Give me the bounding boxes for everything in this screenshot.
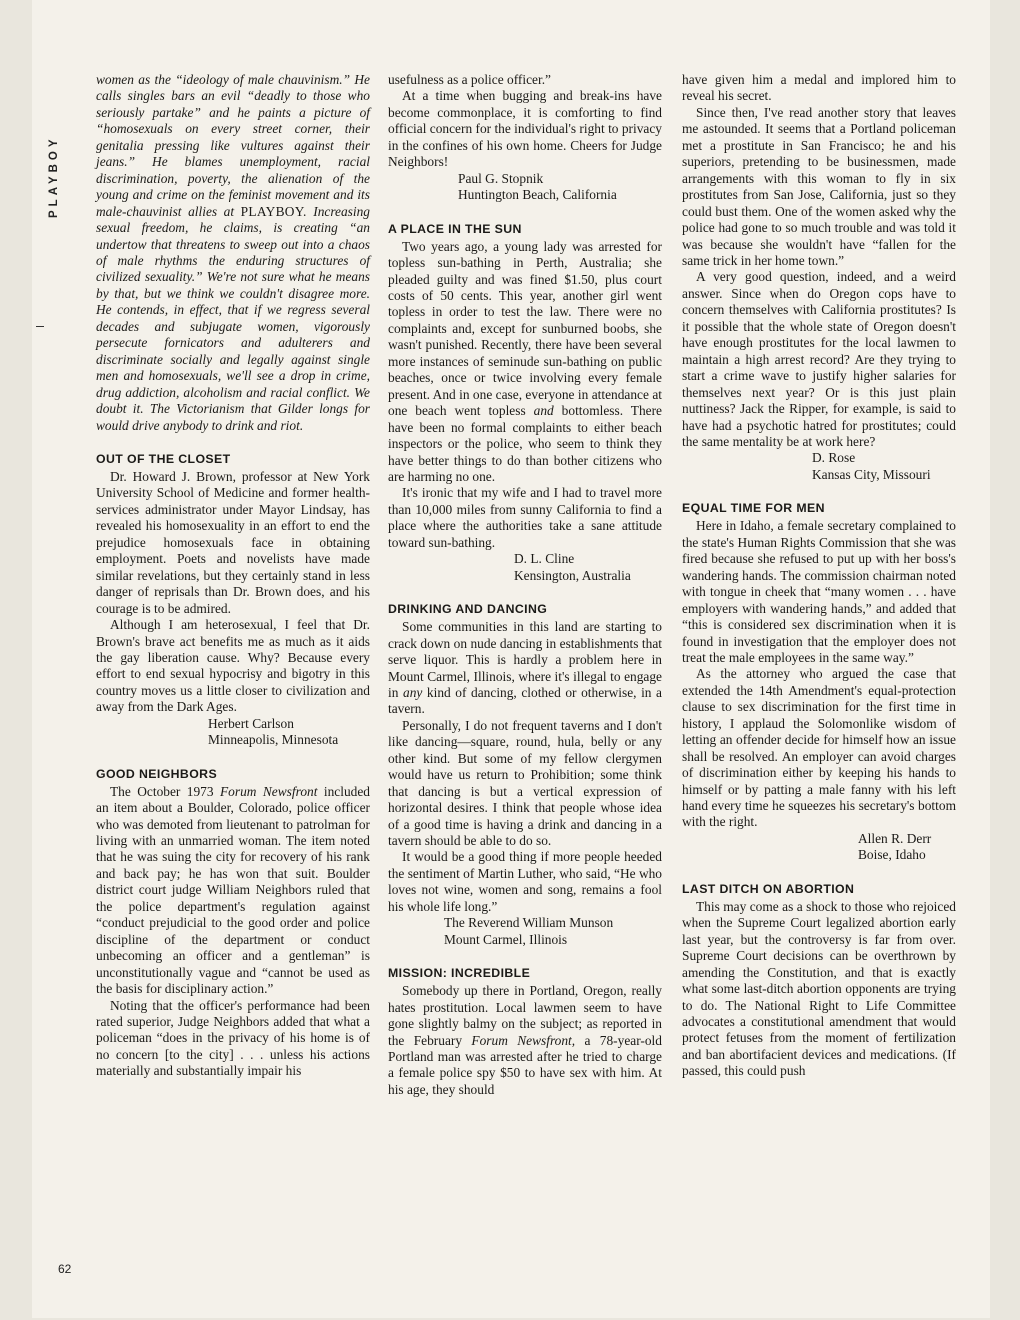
signature-place: Huntington Beach, California xyxy=(458,187,617,203)
signature-name: The Reverend William Munson xyxy=(444,915,614,931)
heading-a-place-in-the-sun: A PLACE IN THE SUN xyxy=(388,221,522,236)
text-run: a 78-year-old Portland man was arrested after he tried to charge a female police spy $50 to have sex with him. At his age, they should xyxy=(388,1032,662,1097)
running-head: PLAYBOY xyxy=(48,135,60,218)
text-run: included an item about a Boulder, Colorado, police officer who was demoted from lieutenant to patrolman for living with an unmarried woman. The item noted that he was suing the city for recovery of his rank and back pay; he has won that suit. Boulder district court judge William Neighbors ruled that the police department's regulation against “conduct prejudicial to the good order and police discipline of the department or conduct unbecoming an officer and a gentleman” is unconstitutionally vague and “cannot be used as the basis for disciplinary action.” xyxy=(96,783,370,997)
column-3 xyxy=(682,72,956,1080)
signature xyxy=(682,450,956,483)
signature-name: Herbert Carlson xyxy=(208,715,294,731)
signature-place: Mount Carmel, Illinois xyxy=(444,931,568,947)
letter-paragraph: A very good question, indeed, and a weird answer. Since when do Oregon cops have to concern themselves with California prostitutes? Is it possible that the whole state of Oregon doesn't have enough prostitutes for the local lawmen to maintain a high arrest record? Are they trying to start a crime wave to justify higher salaries for themselves next year? Or is this just plain nuttiness? Jack the Ripper, for example, is said to have had a psychotic hatred for prostitutes; could the same mentality be at work here? xyxy=(682,269,956,449)
heading-last-ditch-on-abortion: LAST DITCH ON ABORTION xyxy=(682,881,855,896)
text-run: Some communities in this land are starting to crack down on nude dancing in establishments that serve liquor. This is hardly a problem here in Mount Carmel, Illinois, where it's illegal to engage in xyxy=(388,619,662,700)
text-run: and xyxy=(533,403,554,419)
signature xyxy=(388,551,662,584)
heading-good-neighbors: GOOD NEIGHBORS xyxy=(96,766,218,781)
signature xyxy=(388,915,662,948)
letter-paragraph: Although I am heterosexual, I feel that Dr. Brown's brave act benefits me as much as it aids the gay liberation cause. Why? Because every effort to end sexual hypocrisy and bigotry in this country moves us a little closer to civilization and away from the Dark Ages. xyxy=(96,617,370,715)
letter-paragraph: It would be a good thing if more people heeded the sentiment of Martin Luther, who said, “He who loves not wine, women and song, remains a fool his whole life long.” xyxy=(388,849,662,914)
publication-title: Forum Newsfront, xyxy=(471,1032,576,1048)
margin-tick xyxy=(36,326,44,327)
signature xyxy=(96,716,370,749)
letter-paragraph: Since then, I've read another story that leaves me astounded. It seems that a Portland policeman met a prostitute in San Francisco; he and his superiors, pretending to be businessmen, made arrangements with this woman to fly in six prostitutes from San Jose, California, just so they could bust them. One of the women asked why the police had gone to so much trouble and was told it was because she wouldn't have “fallen for the same trick in her home town.” xyxy=(682,104,956,268)
letter-paragraph: Personally, I do not frequent taverns and I don't like dancing—square, round, hula, belly or any other kind. But some of my fellow clergymen would have us return to Prohibition; some think that dancing is but a vertical expression of horizontal desires. I think that people whose idea of a good time is having a drink and dancing in a tavern should be able to do so. xyxy=(388,717,662,849)
letter-paragraph: have given him a medal and implored him to reveal his secret. xyxy=(682,72,956,104)
signature-place: Minneapolis, Minnesota xyxy=(208,732,339,748)
page-number: 62 xyxy=(58,1262,72,1276)
heading-drinking-and-dancing: DRINKING AND DANCING xyxy=(388,602,548,617)
publication-title: Forum Newsfront xyxy=(220,783,318,799)
text-run: Somebody up there in Portland, Oregon, really hates prostitution. Local lawmen seem to have gone slightly balmy on the subject; as reported in the February xyxy=(388,983,662,1048)
signature-place: Boise, Idaho xyxy=(858,847,926,863)
letter-paragraph: Here in Idaho, a female secretary complained to the state's Human Rights Commission that she was fired because she refused to put up with her boss's wandering hands. The commission chairman noted with tongue in cheek that “many women . . . have employers with wandering hands,” and added that “this is considered sex discrimination when it is found in investigation that the employer does not treat the male employees in the same way.” xyxy=(682,518,956,665)
column-1 xyxy=(96,72,370,1080)
column-2 xyxy=(388,72,662,1098)
signature-name: Allen R. Derr xyxy=(858,830,932,846)
letter-paragraph: This may come as a shock to those who rejoiced when the Supreme Court legalized abortion early last year, but the controversy is far from over. Supreme Court decisions can be overthrown by amending the Constitution, and that is exactly what some last-ditch abortion opponents are trying to do. The National Right to Life Committee advocates a constitutional amendment that would protect fetuses from the moment of fertilization and ban abortifacient devices and medications. (If passed, this could push xyxy=(682,898,956,1079)
letter-paragraph: At a time when bugging and break-ins have become commonplace, it is comforting to find official concern for the individual's right to privacy in the confines of his own home. Cheers for Judge Neighbors! xyxy=(388,88,662,170)
text-run: Two years ago, a young lady was arrested for topless sun-bathing in Perth, Australia; she pleaded guilty and was fined $1.50, plus court costs of 50 cents. This year, another girl went topless in order to test the law. There were no complaints and, except for sunburned boobs, she wasn't punished. Recently, there have been several more instances of seminude sun-bathing on public beaches, once or twice involving every female present. And in one case, everyone in attendance at one beach went topless xyxy=(388,238,662,419)
letter-paragraph: As the attorney who argued the case that extended the 14th Amendment's equal-protection clause to sex discrimination for the first time in history, I applaud the Solomonlike wisdom of letting an offender decide for himself how an issue shall be resolved. An employer can avoid charges of discrimination either by keeping his hands to himself or by patting a male fanny with his left hand every time he squeezes his secretary's bottom with the right. xyxy=(682,666,956,830)
signature-place: Kensington, Australia xyxy=(514,567,631,583)
editor-reply xyxy=(96,72,370,434)
text-run: The October 1973 xyxy=(110,783,220,799)
signature-place: Kansas City, Missouri xyxy=(812,466,931,482)
letter-paragraph xyxy=(388,983,662,1098)
letter-paragraph xyxy=(388,619,662,718)
signature xyxy=(682,831,956,864)
signature-name: D. Rose xyxy=(812,450,856,466)
signature xyxy=(388,171,662,204)
letter-paragraph: Dr. Howard J. Brown, professor at New York University School of Medicine and former health-services administrator under Mayor Lindsay, has revealed his homosexuality in an effort to end the prejudice homosexuals face in obtaining employment. Poets and novelists have made similar revelations, but they certainly stand in less danger of reprisals than Dr. Brown does, and his courage is to be admired. xyxy=(96,468,370,616)
letter-paragraph: Noting that the officer's performance had been rated superior, Judge Neighbors added that what a policeman “does in the privacy of his home is of no concern [to the city] . . . unless his actions materially and substantially impair his xyxy=(96,997,370,1079)
text-run: any xyxy=(403,684,423,700)
magazine-name: PLAYBOY. xyxy=(240,203,307,219)
text-run: kind of dancing, clothed or otherwise, in a tavern. xyxy=(388,684,663,717)
letter-paragraph xyxy=(96,784,370,998)
letter-paragraph: usefulness as a police officer.” xyxy=(388,72,551,87)
heading-equal-time-for-men: EQUAL TIME FOR MEN xyxy=(682,501,825,516)
heading-mission-incredible: MISSION: INCREDIBLE xyxy=(388,966,531,981)
signature-name: Paul G. Stopnik xyxy=(458,170,544,186)
editor-reply-text: women as the “ideology of male chauvinism.” He calls singles bars an evil “deadly to those who seriously partake” and he paints a picture of “homosexuals on every street corner, their genitalia pressing like vultures against their jeans.” He blames unemployment, racial discrimination, poverty, the alienation of the young and crime on the feminist movement and its male-chauvinist allies at PLAYBOY. Increasing sexual freedom, he claims, is creating “an undertow that threatens to sweep out into a chaos of male rhythms the enduring structures of civilized sexuality.” We're not sure what he means by that, but we think we couldn't disagree more. He contends, in effect, that if we regress several decades and subjugate women, vigorously persecute fornicators and adulterers and discriminate socially and legally against single men and homosexuals, we'll see a drop in crime, drug addiction, alcoholism and racial conflict. We doubt it. The Victorianism that Gilder longs for would drive anybody to drink and riot. xyxy=(96,72,371,433)
letter-paragraph xyxy=(388,239,662,486)
letter-paragraph: It's ironic that my wife and I had to travel more than 10,000 miles from sunny California to find a place where the authorities take a sane attitude toward sun-bathing. xyxy=(388,485,662,550)
signature-name: D. L. Cline xyxy=(514,551,575,567)
heading-out-of-the-closet: OUT OF THE CLOSET xyxy=(96,451,231,466)
text-run: bottomless. There have been no formal complaints to either beach inspectors or the police, who seem to think they have better things to do than bother citizens who are harming no one. xyxy=(388,403,662,484)
